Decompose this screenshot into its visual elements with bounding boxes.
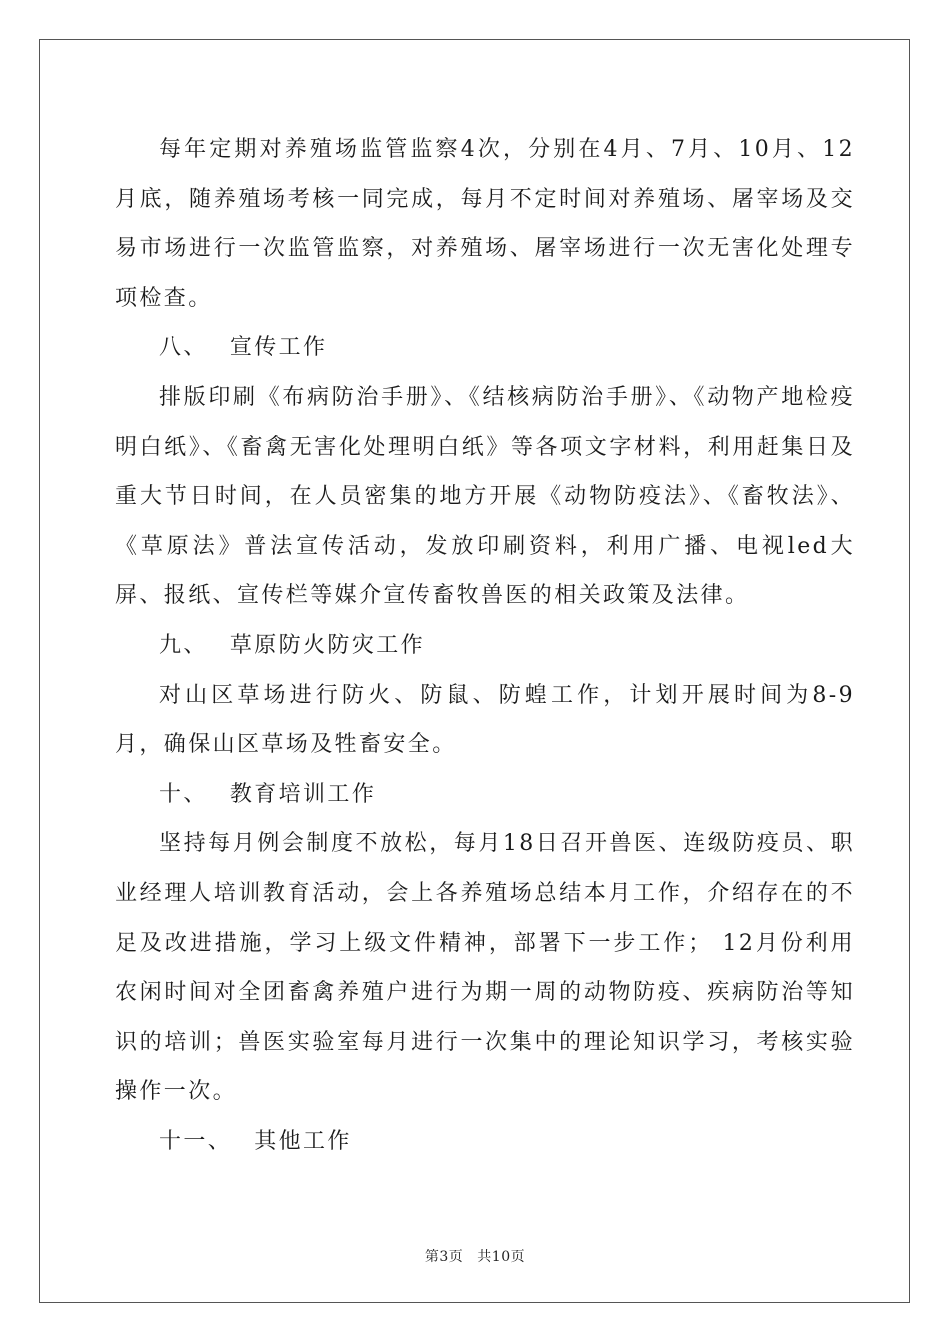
section-heading-8 bbox=[115, 323, 855, 373]
section-number: 九、 bbox=[159, 632, 208, 658]
page-footer bbox=[0, 1246, 950, 1266]
page-number: 第3页 bbox=[424, 1249, 464, 1265]
paragraph-grassland-fire: 对山区草场进行防火、防鼠、防蝗工作，计划开展时间为8-9月，确保山区草场及牲畜安全。 bbox=[115, 682, 855, 758]
paragraph-training: 坚持每月例会制度不放松，每月18日召开兽医、连级防疫员、职业经理人培训教育活动，会上各养殖场总结本月工作，介绍存在的不足及改进措施，学习上级文件精神，部署下一步工作； 12月份利用农闲时间对全团畜禽养殖户进行为期一周的动物防疫、疾病防治等知识的培训；兽医实验室每月进行一次集中的理论知识学习，考核实验操作一次。 bbox=[115, 831, 855, 1105]
section-title: 宣传工作 bbox=[229, 335, 328, 361]
document-body bbox=[115, 125, 855, 1166]
section-number: 十一、 bbox=[159, 1128, 233, 1154]
section-heading-10 bbox=[115, 770, 855, 820]
section-title: 其他工作 bbox=[254, 1128, 352, 1154]
paragraph-publicity: 排版印刷《布病防治手册》、《结核病防治手册》、《动物产地检疫明白纸》、《畜禽无害化处理明白纸》等各项文字材料，利用赶集日及重大节日时间，在人员密集的地方开展《动物防疫法》、《畜牧法》、《草原法》普法宣传活动，发放印刷资料，利用广播、电视led大屏、报纸、宣传栏等媒介宣传畜牧兽医的相关政策及法律。 bbox=[115, 384, 855, 609]
section-title: 草原防火防灾工作 bbox=[229, 632, 426, 658]
section-heading-9 bbox=[115, 621, 855, 671]
page-total: 共10页 bbox=[477, 1249, 526, 1265]
section-heading-11 bbox=[115, 1117, 855, 1167]
section-number: 十、 bbox=[159, 781, 208, 807]
paragraph-inspection: 每年定期对养殖场监管监察4次，分别在4月、7月、10月、12月底，随养殖场考核一同完成，每月不定时间对养殖场、屠宰场及交易市场进行一次监管监察，对养殖场、屠宰场进行一次无害化处理专项检查。 bbox=[115, 137, 855, 311]
section-number: 八、 bbox=[159, 335, 208, 361]
section-title: 教育培训工作 bbox=[229, 781, 377, 807]
